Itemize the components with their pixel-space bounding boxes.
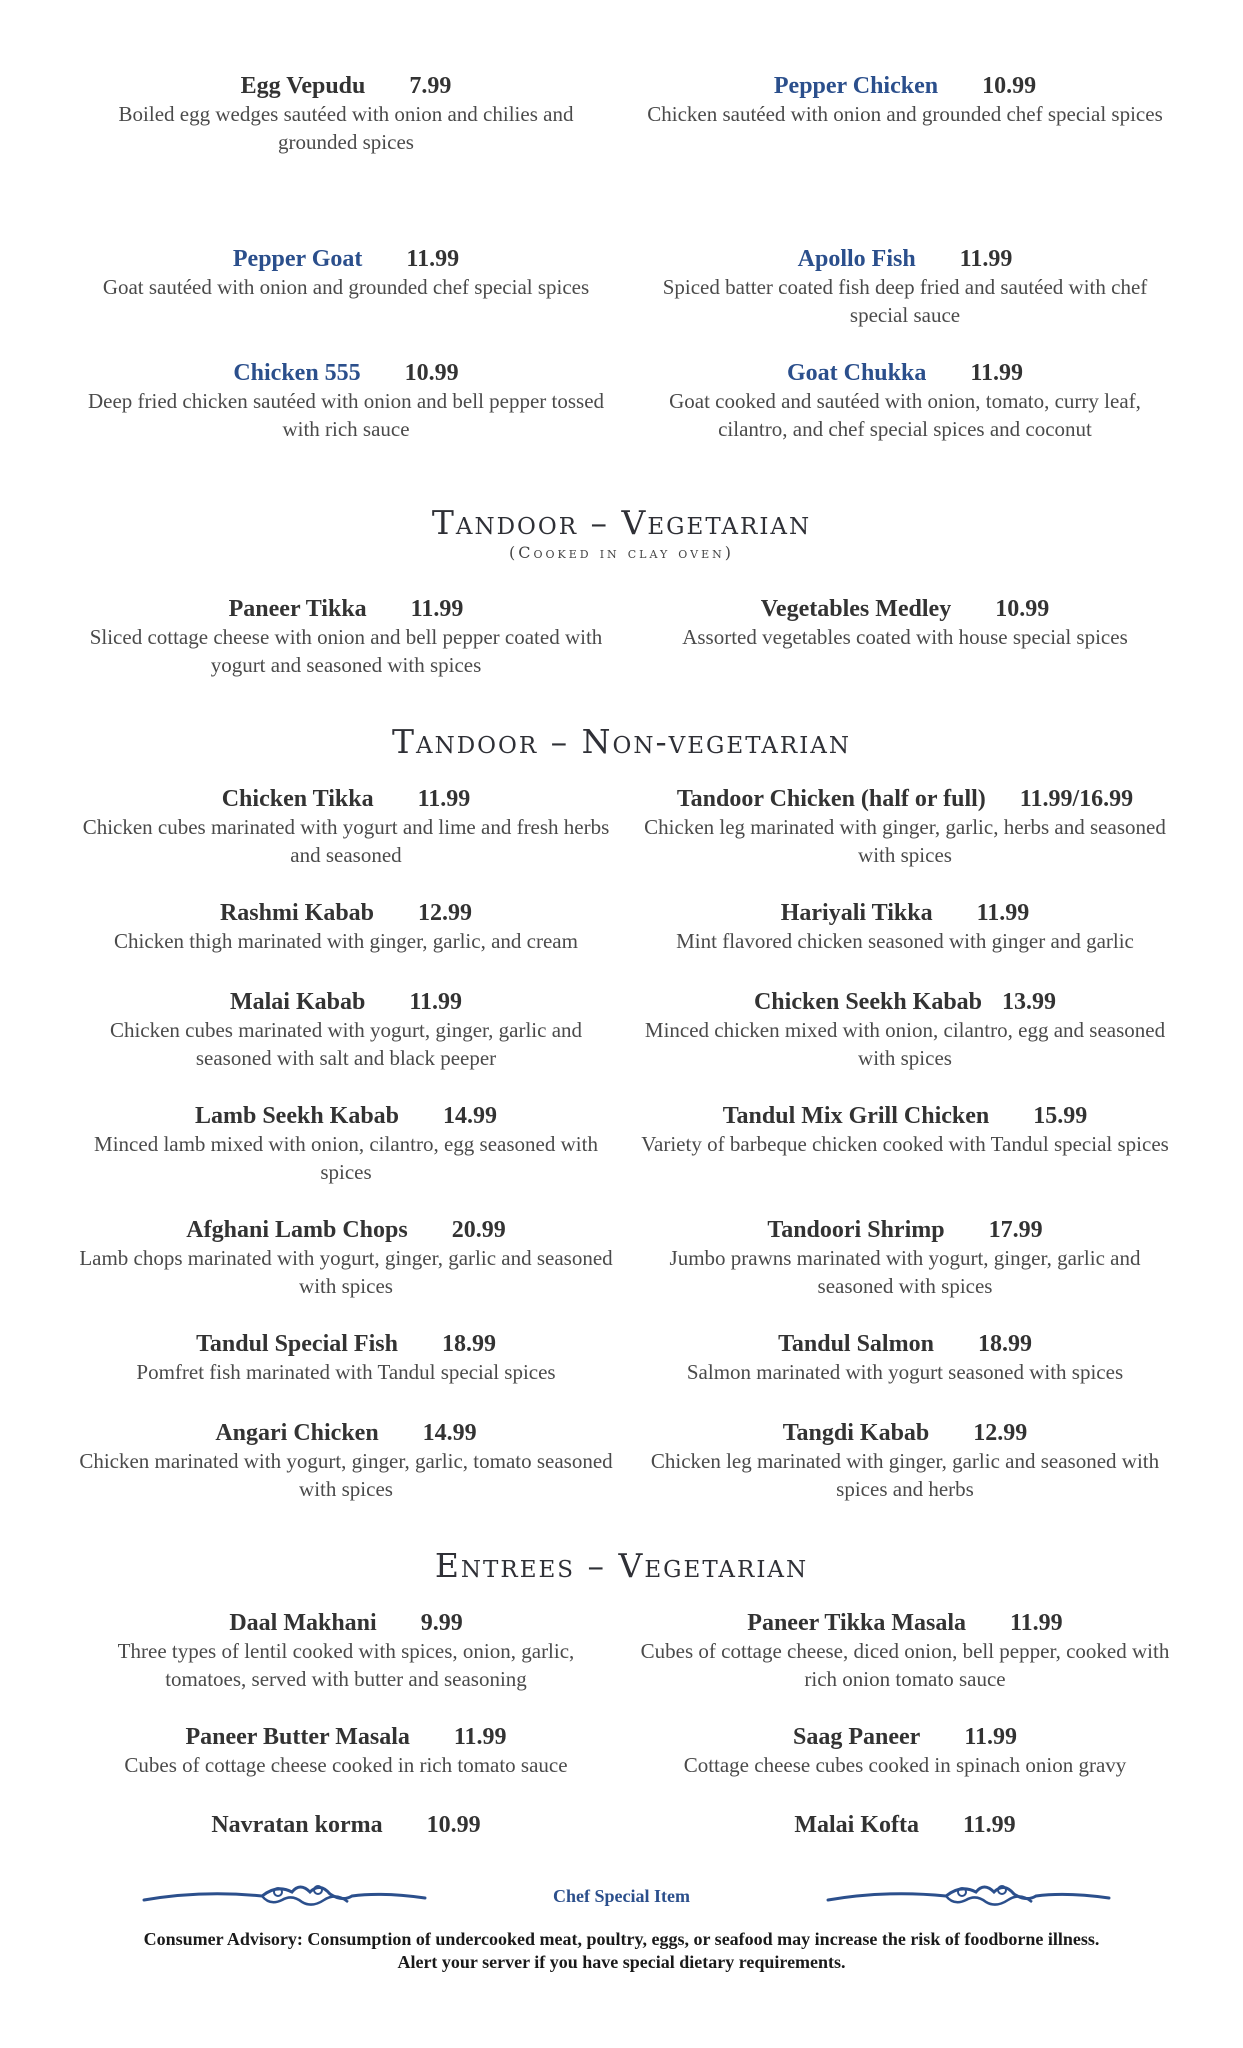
- item-name: Vegetables Medley: [760, 596, 952, 622]
- item-price: 12.99: [973, 1420, 1028, 1446]
- menu-item: [625, 1609, 1185, 1693]
- item-price: 9.99: [420, 1610, 463, 1636]
- item-name: Tandul Special Fish: [196, 1331, 398, 1357]
- item-name: Navratan korma: [211, 1812, 383, 1838]
- item-description: Variety of barbeque chicken cooked with Tandul special spices: [641, 1132, 1169, 1156]
- item-price: 12.99: [418, 900, 473, 926]
- item-name: Tandul Salmon: [778, 1331, 934, 1357]
- item-description: Three types of lentil cooked with spices, onion, garlic, tomatoes, served with butter and seasoning: [117, 1639, 575, 1691]
- menu-item: [625, 1216, 1185, 1300]
- item-description: Spiced batter coated fish deep fried and sautéed with chef special sauce: [662, 275, 1148, 327]
- item-price: 11.99: [406, 246, 460, 272]
- item-name: Tangdi Kabab: [782, 1420, 930, 1446]
- flourish-ornament-icon: [826, 1872, 1111, 1918]
- item-price: 10.99: [995, 596, 1050, 622]
- item-price: 17.99: [988, 1217, 1043, 1243]
- item-price: 11.99: [964, 1724, 1017, 1750]
- item-description: Boiled egg wedges sautéed with onion and chilies and grounded spices: [118, 102, 574, 154]
- item-name: Tandul Mix Grill Chicken: [722, 1103, 990, 1129]
- menu-item: [625, 899, 1185, 955]
- item-price: 11.99: [453, 1724, 507, 1750]
- advisory-line: Consumer Advisory: Consumption of undercooked meat, poultry, eggs, or seafood may increase the risk of foodborne illness.: [143, 1929, 1100, 1949]
- menu-item: [66, 72, 626, 156]
- item-name: Apollo Fish: [797, 246, 916, 272]
- item-price: 10.99: [404, 360, 459, 386]
- item-name: Paneer Tikka: [228, 596, 367, 622]
- item-description: Chicken marinated with yogurt, ginger, garlic, tomato seasoned with spices: [79, 1449, 613, 1501]
- menu-item: [625, 1419, 1185, 1503]
- section-entrees-vegetarian: [0, 1546, 1243, 1586]
- item-price: 18.99: [441, 1331, 496, 1357]
- item-description: Pomfret fish marinated with Tandul special spices: [136, 1360, 556, 1384]
- menu-item: [66, 1102, 626, 1186]
- menu-item: [66, 1723, 626, 1779]
- item-price: 14.99: [443, 1103, 498, 1129]
- item-description: Goat cooked and sautéed with onion, tomato, curry leaf, cilantro, and chef special spices and coconut: [669, 389, 1141, 441]
- item-description: Chicken sautéed with onion and grounded chef special spices: [647, 102, 1163, 126]
- item-price: 10.99: [982, 73, 1037, 99]
- item-name: Malai Kabab: [229, 989, 366, 1015]
- menu-item-chef-special: [66, 245, 626, 301]
- item-price: 11.99: [1010, 1610, 1063, 1636]
- item-description: Jumbo prawns marinated with yogurt, ginger, garlic and seasoned with spices: [669, 1246, 1141, 1298]
- item-name: Daal Makhani: [229, 1610, 377, 1636]
- item-description: Sliced cottage cheese with onion and bell pepper coated with yogurt and seasoned with spices: [89, 625, 603, 677]
- section-subtitle: (Cooked in clay oven): [509, 543, 734, 562]
- item-name: Tandoori Shrimp: [767, 1217, 945, 1243]
- item-name: Afghani Lamb Chops: [186, 1217, 408, 1243]
- item-name: Chicken Tikka: [221, 786, 374, 812]
- item-price: 11.99: [959, 246, 1013, 272]
- item-name: Lamb Seekh Kabab: [194, 1103, 400, 1129]
- menu-item: [625, 785, 1185, 869]
- item-name: Tandoor Chicken (half or full): [676, 786, 986, 812]
- item-name: Chicken 555: [233, 360, 361, 386]
- item-description: Minced chicken mixed with onion, cilantro, egg and seasoned with spices: [644, 1018, 1166, 1070]
- menu-item: [625, 1723, 1185, 1779]
- item-price: 13.99: [1002, 989, 1057, 1015]
- item-description: Assorted vegetables coated with house special spices: [682, 625, 1128, 649]
- menu-item-chef-special: [66, 359, 626, 443]
- menu-item: [66, 595, 626, 679]
- menu-item: [66, 785, 626, 869]
- chef-special-label: Chef Special Item: [553, 1886, 690, 1906]
- item-description: Chicken leg marinated with ginger, garlic and seasoned with spices and herbs: [650, 1449, 1160, 1501]
- advisory-line: Alert your server if you have special dietary requirements.: [397, 1952, 846, 1972]
- menu-item: [66, 1609, 626, 1693]
- item-price: 11.99/16.99: [1019, 786, 1134, 812]
- item-price: 11.99: [962, 1812, 1016, 1838]
- menu-item: [625, 1330, 1185, 1386]
- item-name: Egg Vepudu: [240, 73, 366, 99]
- section-title: Entrees – Vegetarian: [434, 1546, 809, 1585]
- menu-item: [625, 1102, 1185, 1158]
- item-description: Minced lamb mixed with onion, cilantro, egg seasoned with spices: [94, 1132, 598, 1184]
- item-name: Paneer Butter Masala: [185, 1724, 410, 1750]
- item-description: Chicken cubes marinated with yogurt and lime and fresh herbs and seasoned: [82, 815, 610, 867]
- item-name: Angari Chicken: [215, 1420, 379, 1446]
- item-price: 18.99: [977, 1331, 1032, 1357]
- item-description: Cottage cheese cubes cooked in spinach onion gravy: [683, 1753, 1127, 1777]
- item-description: Cubes of cottage cheese cooked in rich tomato sauce: [124, 1753, 568, 1777]
- menu-item: [66, 988, 626, 1072]
- item-price: 11.99: [417, 786, 471, 812]
- consumer-advisory: [0, 1928, 1243, 1974]
- item-price: 11.99: [976, 900, 1030, 926]
- item-price: 7.99: [409, 73, 452, 99]
- item-description: Goat sautéed with onion and grounded chef special spices: [102, 275, 590, 299]
- item-description: Chicken thigh marinated with ginger, garlic, and cream: [114, 929, 578, 953]
- menu-item: [66, 1811, 626, 1839]
- menu-item: [66, 1216, 626, 1300]
- item-description: Lamb chops marinated with yogurt, ginger, garlic and seasoned with spices: [79, 1246, 613, 1298]
- chef-special-legend: [0, 1872, 1243, 1918]
- item-name: Malai Kofta: [794, 1812, 919, 1838]
- item-name: Hariyali Tikka: [780, 900, 933, 926]
- item-price: 11.99: [970, 360, 1024, 386]
- item-price: 15.99: [1033, 1103, 1088, 1129]
- section-title: Tandoor – Non-vegetarian: [391, 722, 852, 761]
- item-name: Pepper Goat: [232, 246, 363, 272]
- menu-item-chef-special: [625, 72, 1185, 128]
- item-name: Saag Paneer: [793, 1724, 921, 1750]
- menu-item: [66, 899, 626, 955]
- menu-item: [625, 595, 1185, 651]
- menu-item-chef-special: [625, 359, 1185, 443]
- item-name: Pepper Chicken: [773, 73, 939, 99]
- item-description: Deep fried chicken sautéed with onion and bell pepper tossed with rich sauce: [87, 389, 605, 441]
- menu-item: [625, 1811, 1185, 1839]
- section-tandoor-vegetarian: [0, 503, 1243, 563]
- item-description: Chicken cubes marinated with yogurt, ginger, garlic and seasoned with salt and black peeper: [109, 1018, 583, 1070]
- menu-item: [66, 1419, 626, 1503]
- item-description: Mint flavored chicken seasoned with ginger and garlic: [676, 929, 1134, 953]
- item-price: 11.99: [409, 989, 463, 1015]
- item-price: 14.99: [422, 1420, 477, 1446]
- menu-item: [625, 988, 1185, 1072]
- item-price: 11.99: [410, 596, 464, 622]
- item-price: 10.99: [426, 1812, 481, 1838]
- menu-item-chef-special: [625, 245, 1185, 329]
- menu-item: [66, 1330, 626, 1386]
- item-description: Cubes of cottage cheese, diced onion, bell pepper, cooked with rich onion tomato sauce: [640, 1639, 1170, 1691]
- item-name: Chicken Seekh Kabab: [753, 989, 983, 1015]
- item-name: Goat Chukka: [786, 360, 927, 386]
- item-name: Paneer Tikka Masala: [747, 1610, 966, 1636]
- item-name: Rashmi Kabab: [219, 900, 375, 926]
- item-description: Chicken leg marinated with ginger, garlic, herbs and seasoned with spices: [644, 815, 1166, 867]
- section-title: Tandoor – Vegetarian: [431, 503, 812, 542]
- section-tandoor-non-vegetarian: [0, 722, 1243, 762]
- item-description: Salmon marinated with yogurt seasoned with spices: [686, 1360, 1124, 1384]
- item-price: 20.99: [451, 1217, 506, 1243]
